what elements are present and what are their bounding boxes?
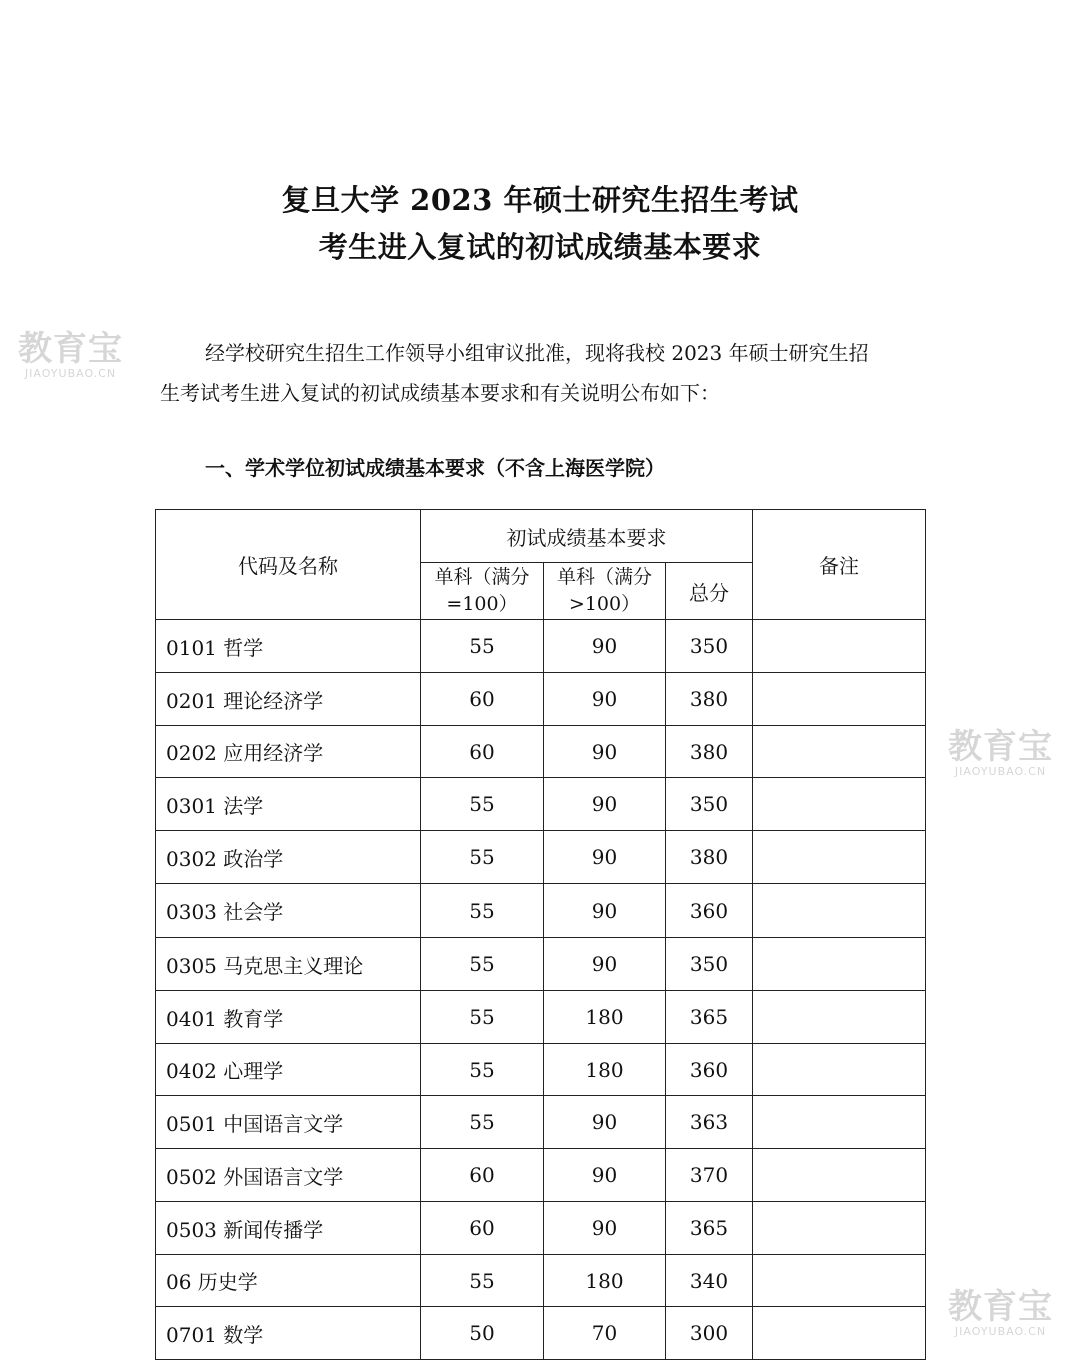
table-header-row-1	[156, 510, 926, 563]
row-total-cell: 363	[666, 1096, 753, 1149]
row-name-cell: 0303 社会学	[156, 884, 421, 938]
row-single-100-cell: 50	[421, 1307, 544, 1360]
table-row	[156, 938, 926, 991]
title-line-1: 复旦大学 2023 年硕士研究生招生考试	[281, 183, 799, 217]
row-single-100-cell: 55	[421, 991, 544, 1044]
row-name-cell: 0502 外国语言文学	[156, 1149, 421, 1202]
row-total-cell: 350	[666, 778, 753, 831]
row-name-cell: 0301 法学	[156, 778, 421, 831]
table-row	[156, 1149, 926, 1202]
row-remark-cell	[753, 726, 926, 778]
watermark-left	[18, 330, 123, 380]
row-total-cell: 370	[666, 1149, 753, 1202]
header-code-name: 代码及名称	[156, 510, 421, 620]
row-remark-cell	[753, 938, 926, 991]
row-name-cell: 0202 应用经济学	[156, 726, 421, 778]
row-remark-cell	[753, 778, 926, 831]
row-single-over-100-cell: 180	[544, 991, 666, 1044]
row-single-over-100-cell: 90	[544, 884, 666, 938]
table-row	[156, 1202, 926, 1255]
row-single-100-cell: 60	[421, 673, 544, 726]
row-single-100-cell: 55	[421, 1255, 544, 1307]
table-row	[156, 884, 926, 938]
row-single-over-100-cell: 90	[544, 1149, 666, 1202]
intro-line-2: 生考试考生进入复试的初试成绩基本要求和有关说明公布如下：	[160, 381, 720, 405]
row-single-100-cell: 55	[421, 831, 544, 884]
row-single-100-cell: 60	[421, 1202, 544, 1255]
row-name-cell: 0302 政治学	[156, 831, 421, 884]
row-single-over-100-cell: 90	[544, 620, 666, 673]
section-heading: 一、学术学位初试成绩基本要求（不含上海医学院）	[205, 456, 665, 480]
row-remark-cell	[753, 1149, 926, 1202]
row-name-cell: 06 历史学	[156, 1255, 421, 1307]
watermark-logo: 教育宝	[18, 329, 123, 369]
row-single-over-100-cell: 90	[544, 938, 666, 991]
row-name-cell: 0501 中国语言文学	[156, 1096, 421, 1149]
row-name-cell: 0401 教育学	[156, 991, 421, 1044]
row-single-over-100-cell: 70	[544, 1307, 666, 1360]
row-name-cell: 0201 理论经济学	[156, 673, 421, 726]
header-single-over-100: 单科（满分>100）	[544, 563, 666, 620]
row-remark-cell	[753, 1255, 926, 1307]
row-single-over-100-cell: 180	[544, 1255, 666, 1307]
row-total-cell: 350	[666, 938, 753, 991]
row-total-cell: 380	[666, 831, 753, 884]
row-single-100-cell: 60	[421, 1149, 544, 1202]
watermark-logo: 教育宝	[948, 1287, 1053, 1327]
row-total-cell: 380	[666, 673, 753, 726]
table-row	[156, 1255, 926, 1307]
row-total-cell: 360	[666, 884, 753, 938]
row-total-cell: 365	[666, 991, 753, 1044]
row-single-over-100-cell: 90	[544, 1096, 666, 1149]
row-single-100-cell: 55	[421, 778, 544, 831]
table-row	[156, 620, 926, 673]
row-single-over-100-cell: 90	[544, 778, 666, 831]
table-row	[156, 726, 926, 778]
row-remark-cell	[753, 620, 926, 673]
row-single-over-100-cell: 90	[544, 1202, 666, 1255]
row-single-100-cell: 60	[421, 726, 544, 778]
row-name-cell: 0305 马克思主义理论	[156, 938, 421, 991]
row-name-cell: 0101 哲学	[156, 620, 421, 673]
header-score-group: 初试成绩基本要求	[421, 510, 753, 563]
row-total-cell: 380	[666, 726, 753, 778]
watermark-right-mid	[948, 728, 1053, 778]
row-total-cell: 360	[666, 1044, 753, 1096]
row-remark-cell	[753, 1307, 926, 1360]
row-name-cell: 0402 心理学	[156, 1044, 421, 1096]
row-total-cell: 350	[666, 620, 753, 673]
table-row	[156, 1096, 926, 1149]
row-remark-cell	[753, 673, 926, 726]
table-row	[156, 673, 926, 726]
score-requirements-table	[155, 509, 926, 1360]
row-single-100-cell: 55	[421, 1096, 544, 1149]
row-single-over-100-cell: 90	[544, 726, 666, 778]
row-total-cell: 340	[666, 1255, 753, 1307]
intro-line-1: 经学校研究生招生工作领导小组审议批准，现将我校 2023 年硕士研究生招	[205, 341, 869, 365]
header-total: 总分	[666, 563, 753, 620]
row-single-over-100-cell: 180	[544, 1044, 666, 1096]
row-single-100-cell: 55	[421, 620, 544, 673]
title-line-2: 考生进入复试的初试成绩基本要求	[318, 230, 762, 264]
row-remark-cell	[753, 1044, 926, 1096]
row-total-cell: 300	[666, 1307, 753, 1360]
watermark-url: JIAOYUBAO.CN	[954, 765, 1047, 778]
row-single-over-100-cell: 90	[544, 673, 666, 726]
row-name-cell: 0503 新闻传播学	[156, 1202, 421, 1255]
table-row	[156, 778, 926, 831]
header-single-100: 单科（满分=100）	[421, 563, 544, 620]
watermark-url: JIAOYUBAO.CN	[24, 367, 117, 380]
header-remark: 备注	[753, 510, 926, 620]
table-row	[156, 831, 926, 884]
row-remark-cell	[753, 1202, 926, 1255]
row-single-100-cell: 55	[421, 938, 544, 991]
row-remark-cell	[753, 1096, 926, 1149]
row-remark-cell	[753, 831, 926, 884]
row-single-over-100-cell: 90	[544, 831, 666, 884]
row-total-cell: 365	[666, 1202, 753, 1255]
row-remark-cell	[753, 884, 926, 938]
table-row	[156, 991, 926, 1044]
row-single-100-cell: 55	[421, 884, 544, 938]
table-row	[156, 1044, 926, 1096]
watermark-url: JIAOYUBAO.CN	[954, 1325, 1047, 1338]
row-remark-cell	[753, 991, 926, 1044]
table-row	[156, 1307, 926, 1360]
watermark-right-bottom	[948, 1288, 1053, 1338]
watermark-logo: 教育宝	[948, 727, 1053, 767]
row-single-100-cell: 55	[421, 1044, 544, 1096]
row-name-cell: 0701 数学	[156, 1307, 421, 1360]
